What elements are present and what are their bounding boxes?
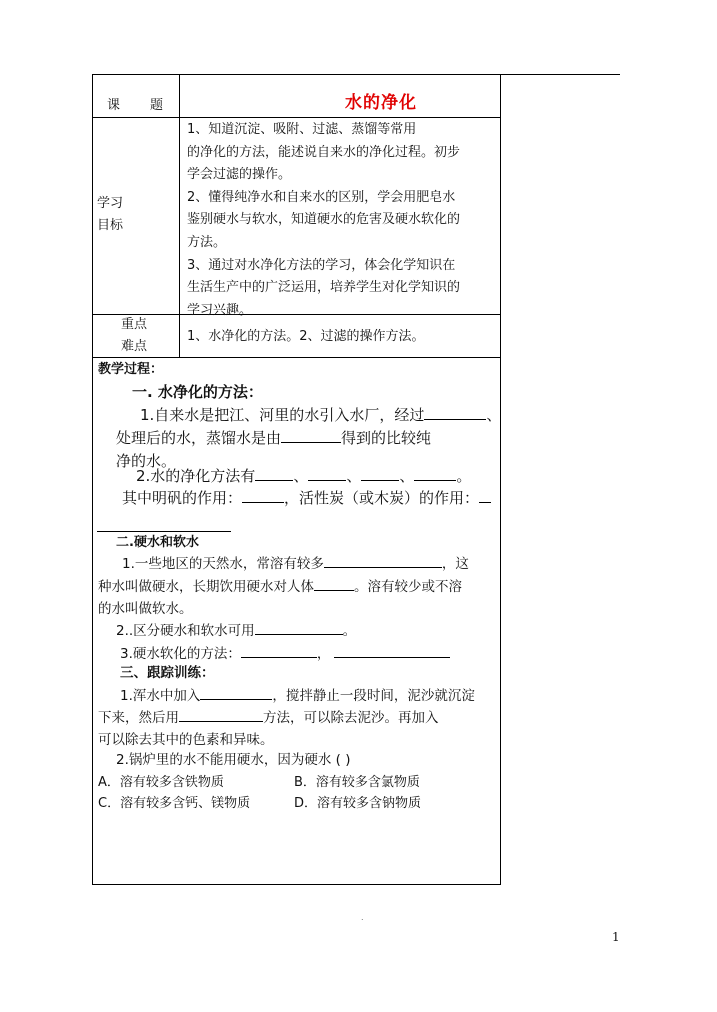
q2-text-b: 其中明矾的作用：: [122, 489, 243, 507]
subject-label-left: 课: [107, 98, 121, 113]
subject-label-right: 题: [150, 98, 164, 113]
q2-blank-2[interactable]: [308, 466, 346, 481]
q2-blank-5[interactable]: [242, 488, 284, 503]
option-d: D．溶有较多含钠物质: [294, 796, 422, 811]
q1-text-b: 处理后的水，蒸馏水是由: [116, 429, 282, 447]
focus-text: 1、水净化的方法。2、过滤的操作方法。: [187, 329, 425, 344]
row-divider-1: [92, 117, 501, 118]
goals-label-2: 目标: [97, 218, 124, 233]
t1-text-b-end: 方法，可以除去泥沙。再加入: [263, 710, 439, 726]
q1-blank-2[interactable]: [281, 428, 341, 443]
h1-text-a-end: ，这: [441, 556, 469, 572]
q2-sep-3: 、: [399, 467, 415, 485]
h2-line: [116, 620, 356, 643]
q2-blank-1[interactable]: [255, 466, 293, 481]
page-number: 1: [612, 930, 620, 944]
lesson-title: 水的净化: [345, 93, 417, 113]
goals-line: 1、知道沉淀、吸附、过滤、蒸馏等常用: [187, 122, 417, 137]
goals-line: 生活生产中的广泛运用，培养学生对化学知识的: [187, 280, 461, 296]
q2-line-b: [122, 487, 491, 510]
goals-line: 3、通过对水净化方法的学习，体会化学知识在: [187, 257, 456, 273]
h2-text: 2..区分硬水和软水可用: [116, 623, 255, 639]
process-heading: 教学过程：: [98, 362, 164, 377]
center-dot: .: [361, 913, 364, 922]
t1-text-a-end: ，搅拌静止一段时间，泥沙就沉淀: [272, 688, 475, 704]
h1-line-b: [98, 576, 462, 599]
focus-label-1: 重点: [121, 317, 148, 332]
h3-sep: ，: [316, 646, 331, 662]
t2-line: 2.锅炉里的水不能用硬水，因为硬水 ( ): [116, 752, 351, 768]
h2-text-end: 。: [342, 623, 357, 639]
goals-text: [187, 119, 460, 322]
q2-text-a: 2.水的净化方法有: [136, 467, 256, 485]
q1-text-a: 1.自来水是把江、河里的水引入水厂，经过: [140, 406, 425, 424]
h1-line-c: 的水叫做软水。: [98, 601, 193, 617]
h2-blank[interactable]: [255, 620, 343, 635]
h1-text-b-end: 。溶有较少或不溶: [354, 579, 462, 595]
t1-line-a: [120, 685, 475, 708]
goals-line: 学会过滤的操作。: [187, 167, 292, 183]
q1-line-c: 净的水。: [116, 452, 177, 470]
q2-sep-1: 、: [293, 467, 309, 485]
t1-blank-2[interactable]: [179, 707, 263, 722]
q1-line-b: [116, 427, 431, 450]
h1-text-b: 种水叫做硬水，长期饮用硬水对人体: [98, 579, 314, 595]
t1-line-c: 可以除去其中的色素和异味。: [98, 732, 274, 748]
q2-blank-4[interactable]: [414, 466, 456, 481]
goals-line: 方法。: [187, 234, 227, 250]
t1-blank-1[interactable]: [200, 685, 272, 700]
focus-label-2: 难点: [121, 339, 148, 354]
q1-text-a-end: 、: [486, 406, 502, 424]
t1-line-b: [98, 707, 439, 730]
table-right-border: [500, 74, 501, 885]
h1-blank-2[interactable]: [314, 576, 354, 591]
top-border: [92, 74, 620, 75]
goals-line: 学习兴趣。: [187, 302, 253, 318]
table-left-border: [92, 74, 93, 885]
q2-blank-3[interactable]: [361, 466, 399, 481]
h3-text: 3.硬水软化的方法：: [120, 646, 241, 662]
q2-text-a-end: 。: [456, 467, 472, 485]
q2-sep-2: 、: [346, 467, 362, 485]
section3-title: 三、跟踪训练：: [120, 665, 215, 681]
section1-title: 一. 水净化的方法：: [132, 383, 263, 401]
option-a: A．溶有较多含铁物质: [98, 775, 224, 790]
table-bottom-border: [92, 884, 501, 885]
q2-line-a: [136, 465, 471, 488]
option-b: B．溶有较多含氯物质: [294, 775, 420, 790]
goals-line: 鉴别硬水与软水，知道硬水的危害及硬水软化的: [187, 212, 461, 228]
t1-text-a: 1.浑水中加入: [120, 688, 201, 704]
q2-text-b-mid: ，活性炭（或木炭）的作用：: [284, 489, 480, 507]
section2-title: 二.硬水和软水: [116, 535, 199, 550]
h1-blank-1[interactable]: [324, 553, 442, 568]
q1-blank-1[interactable]: [424, 405, 486, 420]
option-c: C．溶有较多含钙、镁物质: [98, 796, 251, 811]
goals-line: 2、懂得纯净水和自来水的区别，学会用肥皂水: [187, 189, 456, 205]
goals-line: 的净化的方法，能述说自来水的净化过程。初步: [187, 144, 461, 160]
t1-text-b: 下来，然后用: [98, 710, 179, 726]
h1-line-a: [122, 553, 469, 576]
q1-text-b-end: 得到的比较纯: [341, 429, 432, 447]
h3-blank-2[interactable]: [334, 643, 450, 658]
q2-blank-6[interactable]: [479, 488, 491, 503]
q1-line-a: [140, 404, 501, 427]
h1-text-a: 1.一些地区的天然水，常溶有较多: [122, 556, 324, 572]
h3-blank-1[interactable]: [241, 643, 317, 658]
goals-label-1: 学习: [97, 196, 124, 211]
